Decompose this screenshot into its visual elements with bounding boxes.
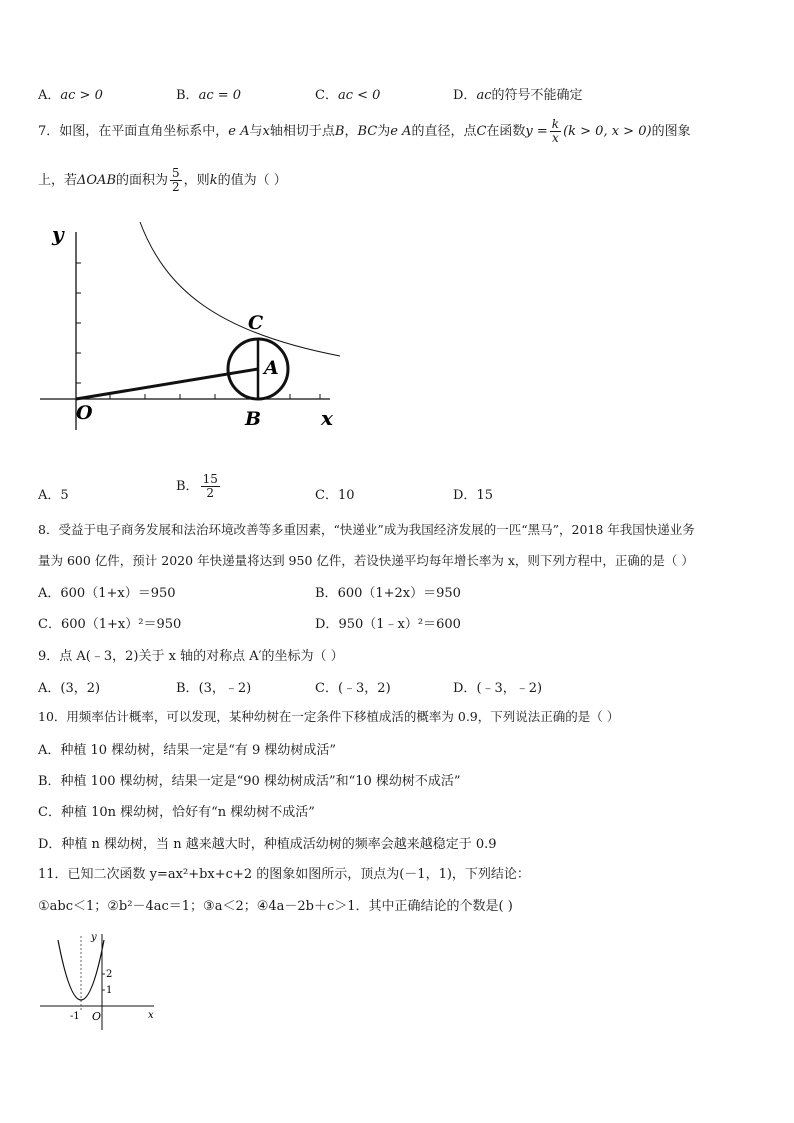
q7-option-d: D．15	[453, 488, 493, 503]
q7-label-A: A	[264, 357, 279, 379]
q11-label-x: x	[148, 1010, 154, 1021]
q8-option-b: B．600（1+2x）＝950	[315, 586, 461, 601]
q10-option-d: D．种植 n 棵幼树，当 n 越来越大时，种植成活幼树的频率会越来越稳定于 0.9	[38, 837, 497, 852]
q10-stem: 10．用频率估计概率，可以发现，某种幼树在一定条件下移植成活的概率为 0.9，下列说法正确的是（ ）	[38, 709, 620, 724]
q11-label-neg1: -1	[70, 1011, 80, 1022]
q7-stem-line1: 7．如图，在平面直角坐标系中，e A与x轴相切于点B，BC为e A的直径，点C在函数y = $\frac{k}{x}$ (k > 0, x > 0)的图象	[38, 117, 691, 145]
q6-option-a: A．ac > 0	[38, 88, 103, 103]
q11-label-y: y	[91, 932, 97, 943]
q7-label-B: B	[245, 408, 262, 430]
q7-label-x: x	[321, 406, 333, 430]
q7-figure	[30, 210, 350, 440]
q7-hyperbola	[140, 222, 340, 356]
q9-stem: 9．点 A(﹣3，2)关于 x 轴的对称点 A′的坐标为（ ）	[38, 649, 344, 664]
q6-option-d: D．ac的符号不能确定	[453, 88, 583, 103]
q11-stem-line2: ①abc＜1；②b²－4ac＝1；③a＜2；④4a－2b＋c＞1．其中正确结论的个数是( )	[38, 899, 513, 914]
q11-label-O: O	[92, 1010, 102, 1023]
q7-option-a: A．5	[38, 488, 69, 503]
q6-option-b: B．ac = 0	[176, 88, 242, 103]
q7-label-C: C	[248, 312, 264, 334]
q11-figure	[36, 928, 166, 1038]
q8-option-d: D．950（1﹣x）²＝600	[315, 617, 461, 632]
q7-label-O: O	[76, 402, 93, 424]
q11-label-1: 1	[106, 985, 113, 996]
q7-stem-line2: 上，若ΔOAB的面积为 $\frac{5}{2}$ ，则k的值为（ ）	[38, 166, 287, 194]
q8-stem-line1: 8．受益于电子商务发展和法治环境改善等多重因素，“快递业”成为我国经济发展的一匹“黑马”，2018 年我国快递业务	[38, 522, 695, 537]
q9-option-c: C．(﹣3，2)	[315, 681, 391, 696]
q8-option-c: C．600（1+x）²＝950	[38, 617, 182, 632]
q11-stem-line1: 11．已知二次函数 y=ax²+bx+c+2 的图象如图所示，顶点为(－1，1)，下列结论：	[38, 867, 530, 882]
q11-label-2: 2	[106, 969, 113, 980]
q9-option-d: D．(﹣3，﹣2)	[453, 681, 543, 696]
q8-stem-line2: 量为 600 亿件，预计 2020 年快递量将达到 950 亿件，若设快递平均每年增长率为 x，则下列方程中，正确的是（ ）	[38, 553, 694, 568]
q10-option-c: C．种植 10n 棵幼树，恰好有“n 棵幼树不成活”	[38, 805, 315, 820]
q7-k-over-x: $\frac{k}{x}$	[551, 117, 560, 145]
q9-option-a: A．(3，2)	[38, 681, 101, 696]
q6-option-c: C．ac < 0	[315, 88, 381, 103]
q9-option-b: B．(3，﹣2)	[176, 681, 252, 696]
q7-area-fraction: $\frac{5}{2}$	[172, 166, 180, 194]
q7-label-y: y	[52, 222, 64, 246]
q10-option-a: A．种植 10 棵幼树，结果一定是“有 9 棵幼树成活”	[38, 743, 337, 758]
q7-option-c: C．10	[315, 488, 355, 503]
q8-option-a: A．600（1+x）＝950	[38, 586, 176, 601]
q7-option-b: B． $\frac{15}{2}$	[176, 472, 218, 500]
q10-option-b: B．种植 100 棵幼树，结果一定是“90 棵幼树成活”和“10 棵幼树不成活”	[38, 774, 461, 789]
